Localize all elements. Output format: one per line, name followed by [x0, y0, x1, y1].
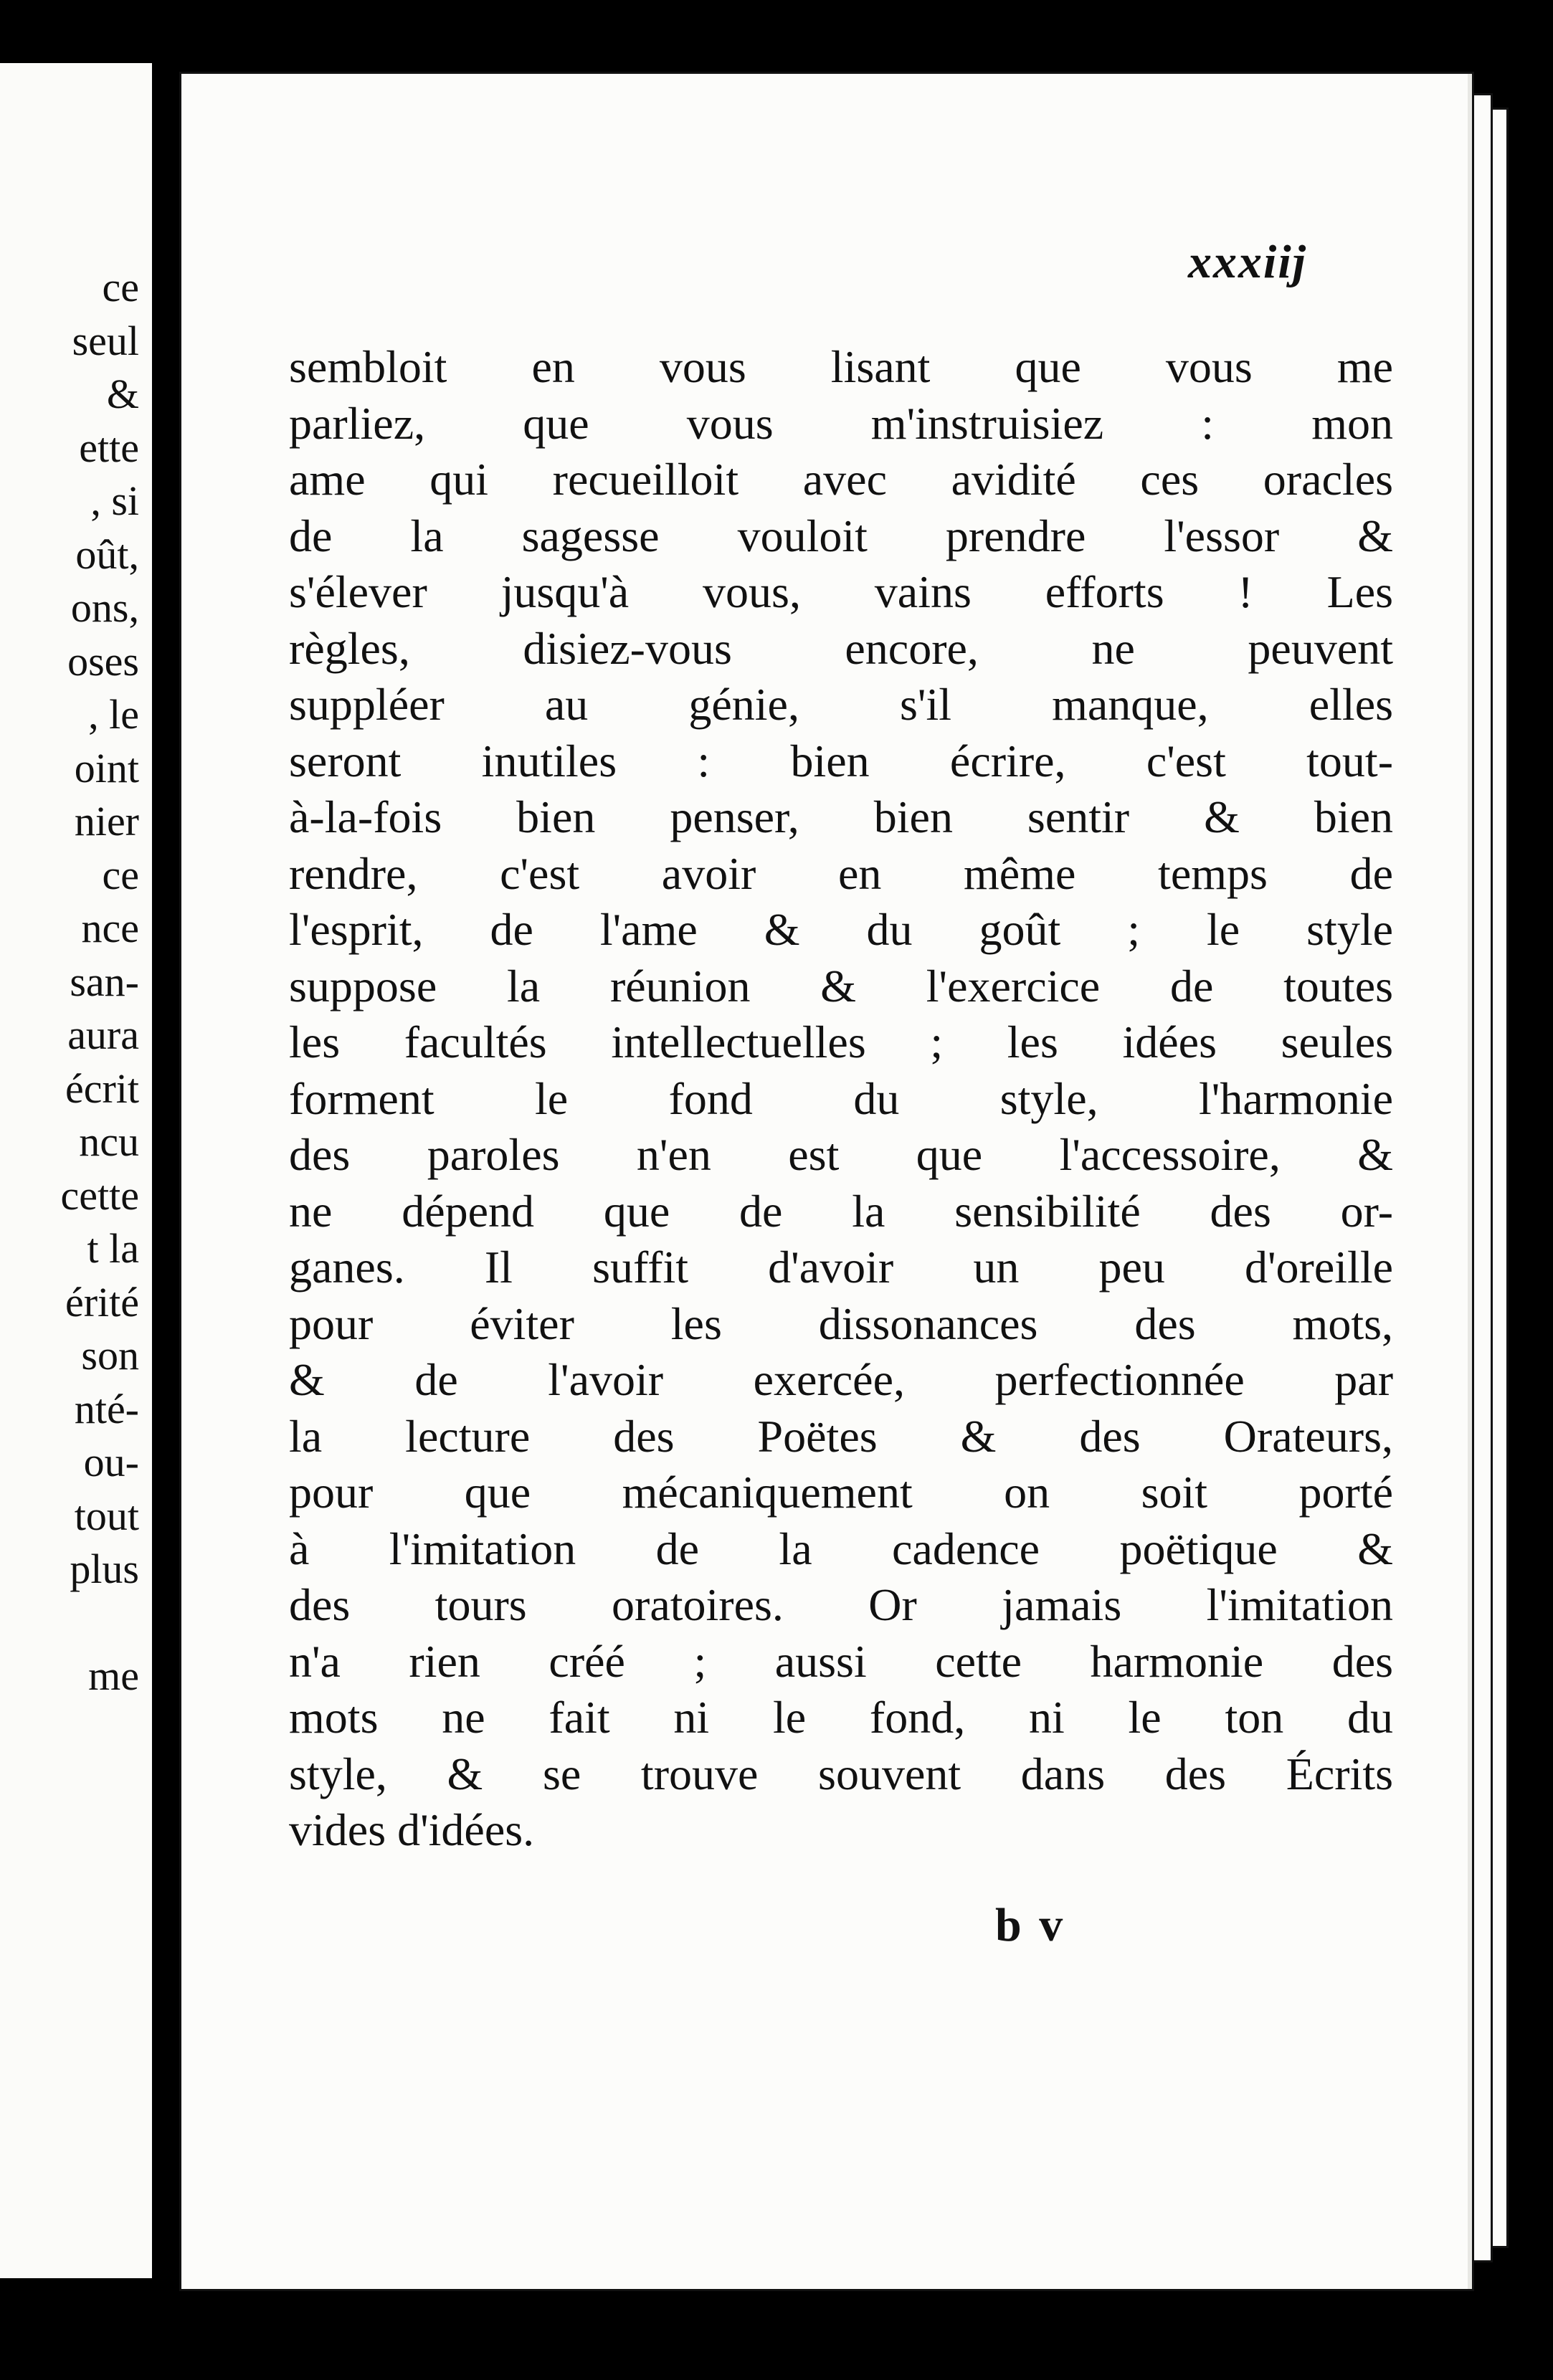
left-page-line: écrit	[65, 1065, 139, 1112]
left-page-line: ette	[79, 424, 139, 471]
text-line: des paroles n'en est que l'accessoire, &	[289, 1129, 1393, 1180]
text-line: mots ne fait ni le fond, ni le ton du	[289, 1692, 1393, 1743]
left-page-line: me	[88, 1652, 139, 1699]
text-line: seront inutiles : bien écrire, c'est tout-	[289, 735, 1393, 786]
left-page-line: seul	[72, 317, 139, 364]
left-page-line: oses	[67, 637, 139, 685]
text-line: parliez, que vous m'instruisiez : mon	[289, 397, 1393, 449]
signature-mark: b v	[995, 1899, 1066, 1951]
left-page-line: plus	[70, 1546, 139, 1592]
left-page-line: oût,	[75, 530, 139, 578]
text-line: ne dépend que de la sensibilité des or-	[289, 1185, 1393, 1237]
text-line: sembloit en vous lisant que vous me	[289, 341, 1393, 392]
left-page-line: ou-	[83, 1439, 139, 1485]
text-line: forment le fond du style, l'harmonie	[289, 1072, 1393, 1124]
left-page-line: ce	[102, 264, 139, 310]
left-page-line: ncu	[79, 1118, 139, 1165]
text-line: de la sagesse vouloit prendre l'essor &	[289, 510, 1393, 561]
text-line: à l'imitation de la cadence poëtique &	[289, 1523, 1393, 1574]
body-text	[289, 339, 1393, 1859]
left-page-line: nier	[74, 798, 139, 844]
text-line: à-la-fois bien penser, bien sentir & bien	[289, 791, 1393, 842]
text-line: rendre, c'est avoir en même temps de	[289, 847, 1393, 899]
text-line: des tours oratoires. Or jamais l'imitation	[289, 1579, 1393, 1630]
left-page-line: t la	[87, 1225, 139, 1272]
left-page-line: , si	[90, 477, 139, 524]
right-page	[179, 72, 1474, 2291]
text-line: suppléer au génie, s'il manque, elles	[289, 679, 1393, 730]
book-gutter	[152, 43, 181, 2337]
left-page-line: nce	[81, 905, 139, 951]
left-page-line: san-	[70, 958, 139, 1005]
left-page-fragment	[0, 63, 155, 2278]
text-line: règles, disiez-vous encore, ne peuvent	[289, 622, 1393, 674]
left-page-line: cette	[60, 1171, 139, 1219]
page-number: xxxiij	[1187, 236, 1307, 288]
text-line: s'élever jusqu'à vous, vains efforts ! Les	[289, 566, 1393, 617]
text-line: vides d'idées.	[289, 1804, 535, 1855]
text-line: ame qui recueilloit avec avidité ces oracles	[289, 454, 1393, 505]
text-line: pour que mécaniquement on soit porté	[289, 1467, 1393, 1518]
left-page-line: ce	[102, 851, 139, 898]
text-line: pour éviter les dissonances des mots,	[289, 1298, 1393, 1349]
left-page-line: nté-	[74, 1385, 139, 1432]
text-line: suppose la réunion & l'exercice de toutes	[289, 960, 1393, 1012]
left-page-line: aura	[67, 1012, 139, 1058]
left-page-line: , le	[88, 691, 139, 738]
text-line: l'esprit, de l'ame & du goût ; le style	[289, 904, 1393, 955]
text-line: n'a rien créé ; aussi cette harmonie des	[289, 1635, 1393, 1687]
text-line: la lecture des Poëtes & des Orateurs,	[289, 1410, 1393, 1462]
text-line: style, & se trouve souvent dans des Écrits	[289, 1748, 1393, 1799]
text-line: ganes. Il suffit d'avoir un peu d'oreille	[289, 1242, 1393, 1293]
left-page-line: &	[106, 371, 139, 417]
text-line: les facultés intellectuelles ; les idées seules	[289, 1017, 1393, 1067]
text-line: & de l'avoir exercée, perfectionnée par	[289, 1354, 1393, 1405]
left-page-line: ons,	[70, 584, 139, 631]
left-page-line: son	[81, 1332, 139, 1379]
left-page-line: oint	[74, 744, 139, 791]
left-page-line: tout	[74, 1492, 139, 1539]
left-page-line: érité	[65, 1278, 139, 1325]
